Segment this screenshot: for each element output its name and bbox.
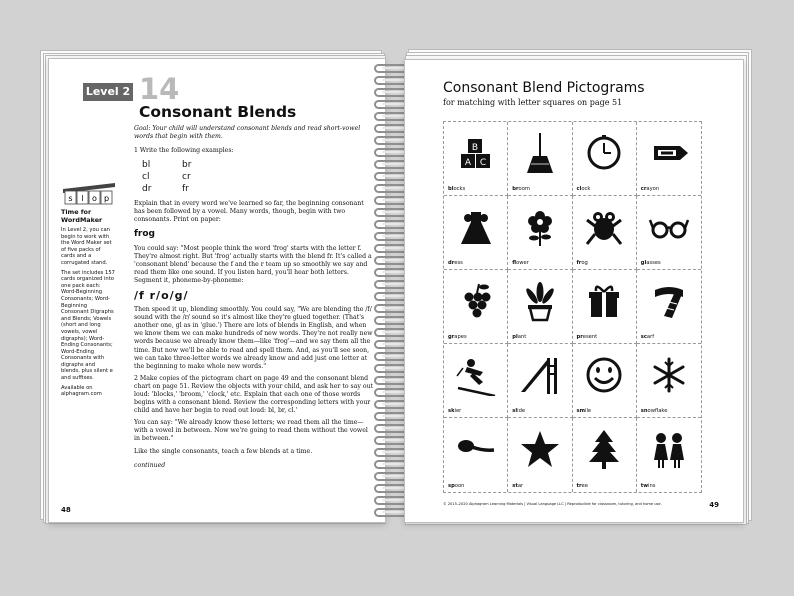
pictogram-cell: [508, 122, 572, 196]
pictogram-blend: br: [512, 186, 519, 192]
body-paragraph: Then speed it up, blending smoothly. You could say, "We are blending the /f/ sound with the /r/ sound so it's almost like they're glued together. (That's another one, gl as in 'glue.') There are lots of blends in English, and when we know them we can make hundreds of new words. They're not really new words because we already know them—like 'frog'—and we say them all the time. But now we'll be able to read and spell them. And, as you'll see soon, we can take three-letter words we already know and add just one letter at the beginning to make whole new words.": [134, 306, 373, 370]
clock-icon: [583, 132, 625, 174]
pictogram-blend: gr: [448, 334, 455, 340]
pictogram-label: [512, 483, 523, 489]
step-2: 2 Make copies of the pictogram chart on page 49 and the consonant blend chart on page 51. Review the objects with your child, and ask her to say out loud: 'blocks,' 'broom,' 'clock,' etc. Explain that each one of those words begins with a consonant blend. Review the corresponding letters with your child and have her begin to read out loud: bl, br, cl.': [134, 374, 374, 415]
pictogram-subtitle: for matching with letter squares on page 51: [443, 98, 623, 107]
sidebar-title: Time for WordMaker: [61, 208, 103, 224]
pictogram-cell: [444, 344, 508, 418]
continued-label: continued: [134, 461, 166, 469]
pictogram-title: Consonant Blend Pictograms: [443, 80, 645, 96]
pictogram-cell: [637, 344, 701, 418]
blend-example: br: [182, 160, 192, 171]
wordmaker-card-3: o: [92, 194, 97, 203]
body-paragraph: Explain that in every word we've learned so far, the beginning consonant has been followed by a vowel. Many words, though, begin with two consonants. Print on paper:: [134, 200, 364, 224]
pictogram-blend: sc: [640, 334, 647, 340]
pictogram-label: [448, 483, 464, 489]
blend-example: dr: [142, 184, 152, 195]
pictogram-label: [512, 408, 525, 414]
pictogram-label: [577, 334, 598, 340]
left-page: [48, 58, 386, 523]
pictogram-label: [577, 408, 592, 414]
pictogram-word-rest: ee: [581, 483, 588, 489]
pictogram-word-rest: owflake: [647, 408, 668, 414]
pictogram-label: [512, 260, 529, 266]
lesson-title: Consonant Blends: [139, 103, 297, 121]
pictogram-label: [577, 186, 591, 192]
pictogram-label: [641, 260, 661, 266]
pictogram-cell: [444, 270, 508, 344]
pictogram-word-rest: ier: [454, 408, 462, 414]
pictogram-label: [448, 408, 461, 414]
pictogram-blend: cr: [640, 186, 647, 192]
pictogram-word-rest: apes: [454, 334, 467, 340]
pictogram-word-rest: og: [581, 260, 588, 266]
pictogram-cell: [637, 122, 701, 196]
pictogram-cell: [573, 122, 637, 196]
pictogram-word-rest: ant: [517, 334, 527, 340]
step-1: 1 Write the following examples:: [134, 147, 234, 155]
pictogram-word-rest: asses: [646, 260, 661, 266]
present-icon: [583, 280, 625, 322]
pictogram-blend: sk: [448, 408, 455, 414]
smile-icon: [583, 354, 625, 396]
pictogram-word-rest: ile: [585, 408, 592, 414]
right-page: [404, 59, 744, 523]
body-paragraph: You can say: "We already know these letters; we read them all the time—with a vowel in between. Now we're going to read them without the vowel in between.": [134, 419, 368, 443]
pictogram-grid: [443, 121, 702, 493]
pictogram-word-rest: arf: [646, 334, 655, 340]
lesson-number: 14: [139, 72, 180, 106]
dress-icon: [455, 206, 497, 248]
pictogram-cell: [573, 196, 637, 270]
pictogram-blend: sm: [576, 408, 585, 414]
frog-icon: [583, 206, 625, 248]
svg-text:B: B: [471, 143, 478, 153]
pictogram-word-rest: ower: [516, 260, 529, 266]
pictogram-blend: sl: [512, 408, 518, 414]
pictogram-blend: bl: [448, 186, 454, 192]
pictogram-label: [512, 334, 526, 340]
sidebar-paragraph: The set includes 157 cards organized into one pack each: Word-Beginning Consonants; Word-Beginning Consonant Digraphs and Blends; Vowels (short and long vowels, vowel digraphs); Word-Ending Consonants; Word-Ending Consonants with digraphs and blends, plus silent e and suffixes.: [61, 269, 115, 382]
phoneme-segmentation: /f r/o/g/: [134, 289, 189, 303]
pictogram-word-rest: oon: [454, 483, 465, 489]
level-badge: Level 2: [83, 83, 133, 101]
pictogram-blend: gl: [640, 260, 647, 266]
pictogram-word-rest: ar: [517, 483, 524, 489]
sidebar-paragraph: Available on alphagram.com: [61, 384, 102, 398]
pictogram-word-rest: ess: [454, 260, 463, 266]
pictogram-word-rest: oom: [518, 186, 530, 192]
lesson-body: [134, 125, 374, 474]
pictogram-word-rest: ins: [648, 483, 656, 489]
broom-icon: [519, 132, 561, 174]
crayon-icon: [648, 132, 690, 174]
body-paragraph: Like the single consonants, teach a few blends at a time.: [134, 447, 313, 455]
pictogram-label: [641, 483, 656, 489]
wordmaker-card-2: l: [81, 194, 84, 203]
pictogram-word-rest: ide: [517, 408, 526, 414]
slide-icon: [519, 354, 561, 396]
pictogram-cell: [573, 418, 637, 492]
pictogram-blend: dr: [448, 260, 455, 266]
pictogram-blend: fr: [576, 260, 582, 266]
pictogram-word-rest: ock: [581, 186, 591, 192]
scarf-icon: [648, 280, 690, 322]
pictogram-label: [448, 260, 463, 266]
wordmaker-stand-icon: [61, 179, 117, 205]
pictogram-cell: [508, 418, 572, 492]
pictogram-word-rest: esent: [582, 334, 598, 340]
pictogram-label: [577, 483, 588, 489]
pictogram-cell: [444, 418, 508, 492]
wordmaker-sidebar: [61, 209, 115, 401]
lesson-goal: Goal: Your child will understand consonant blends and read short-vowel words that begin with them.: [134, 125, 361, 141]
pictogram-word-rest: ayon: [646, 186, 660, 192]
pictogram-cell: [573, 270, 637, 344]
pictogram-cell: [508, 344, 572, 418]
twins-icon: [648, 428, 690, 470]
spoon-icon: [455, 428, 497, 470]
blend-example: bl: [142, 160, 151, 171]
grapes-icon: [455, 280, 497, 322]
page-number-left: 48: [61, 506, 71, 514]
pictogram-blend: cl: [576, 186, 582, 192]
glasses-icon: [648, 206, 690, 248]
pictogram-cell: [444, 196, 508, 270]
blend-examples: [142, 159, 374, 195]
pictogram-label: [641, 186, 659, 192]
svg-text:A: A: [464, 158, 471, 168]
pictogram-cell: [508, 196, 572, 270]
svg-text:C: C: [479, 158, 486, 168]
pictogram-label: [512, 186, 530, 192]
page-number-right: 49: [709, 501, 719, 509]
skier-icon: [455, 354, 497, 396]
pictogram-label: [641, 334, 654, 340]
pictogram-cell: [573, 344, 637, 418]
wordmaker-card-1: s: [68, 194, 73, 203]
pictogram-cell: [637, 196, 701, 270]
blend-example: cl: [142, 172, 150, 183]
pictogram-blend: pr: [576, 334, 583, 340]
pictogram-label: [577, 260, 588, 266]
pictogram-blend: fl: [512, 260, 517, 266]
pictogram-blend: pl: [512, 334, 518, 340]
pictogram-cell: [444, 122, 508, 196]
body-paragraph: You could say: "Most people think the word 'frog' starts with the letter f. They're almost right. But 'frog' actually starts with the blend fr. It's called a 'consonant blend' because the f and the r team up so smoothly we say and read them like one sound. If you listen hard, you'll hear both letters. Segment it, phoneme-by-phoneme:: [134, 244, 372, 284]
blend-example: cr: [182, 172, 191, 183]
pictogram-blend: tr: [576, 483, 582, 489]
star-icon: [519, 428, 561, 470]
pictogram-blend: st: [512, 483, 518, 489]
pictogram-label: [448, 186, 465, 192]
flower-icon: [519, 206, 561, 248]
plant-icon: [519, 280, 561, 322]
blocks-icon: [455, 132, 497, 174]
sidebar-paragraph: In Level 2, you can begin to work with the Word Maker set of five packs of cards and a corrugated stand.: [61, 227, 112, 266]
pictogram-blend: sp: [448, 483, 455, 489]
pictogram-label: [641, 408, 668, 414]
tree-icon: [583, 428, 625, 470]
pictogram-label: [448, 334, 467, 340]
snowflake-icon: [648, 354, 690, 396]
wordmaker-card-4: p: [103, 194, 110, 203]
pictogram-cell: [508, 270, 572, 344]
pictogram-blend: tw: [640, 483, 649, 489]
pictogram-cell: [637, 270, 701, 344]
pictogram-cell: [637, 418, 701, 492]
pictogram-word-rest: ocks: [453, 186, 466, 192]
copyright-footer: © 2015–2020 Alphagram Learning Materials | Visual Language LLC | Reproducible for classroom, tutoring, and home use.: [443, 502, 662, 506]
pictogram-blend: sn: [640, 408, 648, 414]
print-word: frog: [134, 228, 155, 239]
blend-example: fr: [182, 184, 189, 195]
